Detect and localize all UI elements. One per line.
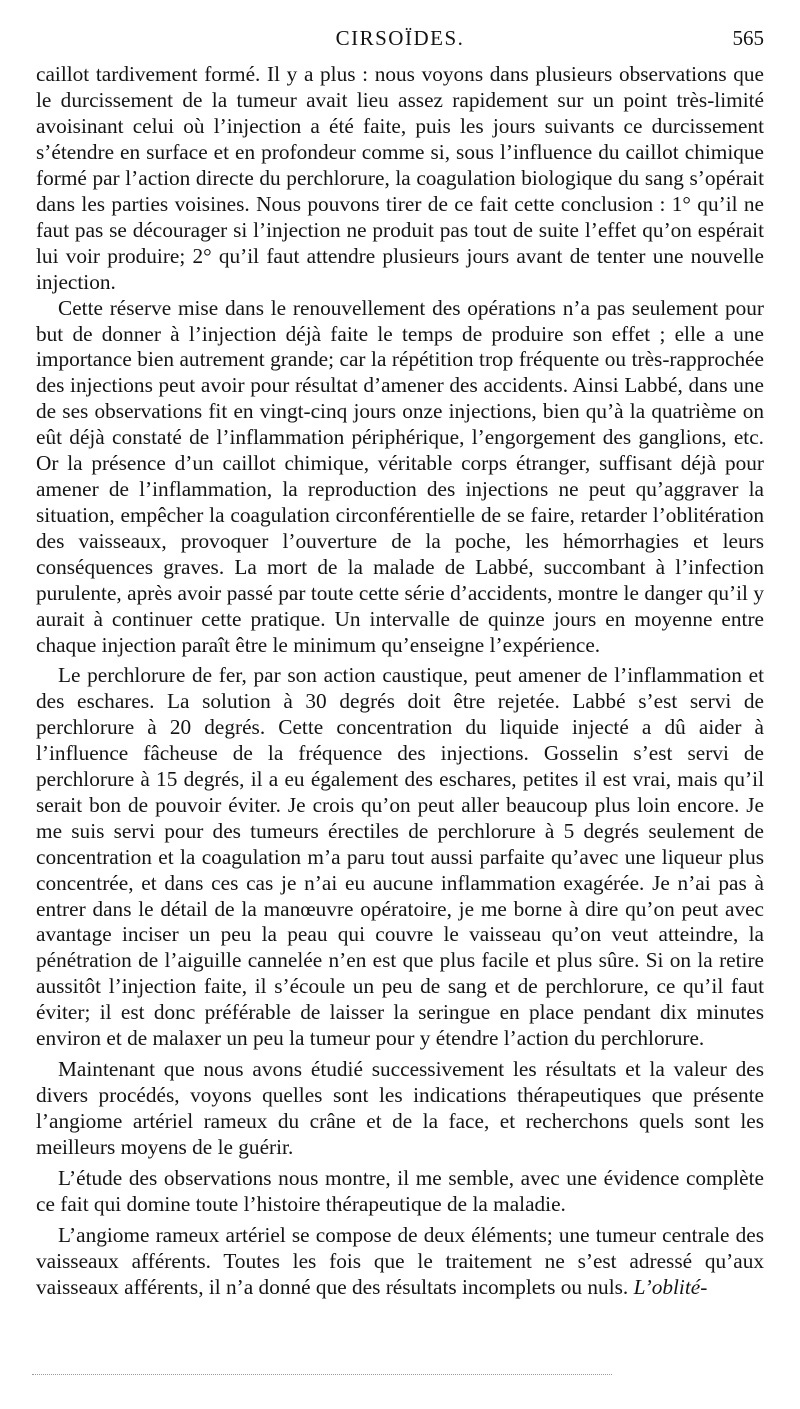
page-header [36, 26, 764, 58]
running-title: CIRSOÏDES. [335, 26, 465, 50]
paragraph: caillot tardivement formé. Il y a plus : nous voyons dans plusieurs observations que le durcissement de la tumeur avait lieu assez rapidement sur un point très-limité avoisinant celui où l’injection a été faite, puis les jours suivants ce durcissement s’étendre en surface et en profondeur comme si, sous l’influence du caillot chimique formé par l’action directe du perchlorure, la coagulation biologique du sang s’opérait dans les parties voisines. Nous pouvons tirer de ce fait cette conclusion : 1° qu’il ne faut pas se décourager si l’injection ne produit pas tout de suite l’effet qu’on espérait lui voir produire; 2° qu’il faut attendre plusieurs jours avant de tenter une nouvelle injection. [36, 62, 764, 294]
body-text [36, 62, 764, 1301]
page-number: 565 [732, 26, 764, 50]
paragraph-text: L’angiome rameux artériel se compose de deux éléments; une tumeur centrale des vaisseaux afférents. Toutes les fois que le traitement ne s’est adressé qu’aux vaisseaux afférents, il n’a donné que des résultats incomplets ou nuls. [36, 1222, 764, 1299]
paragraph: Le perchlorure de fer, par son action caustique, peut amener de l’inflammation et des eschares. La solution à 30 degrés doit être rejetée. Labbé s’est servi de perchlorure à 20 degrés. Cette concentration du liquide injecté a dû aider à l’influence fâcheuse de la fréquence des injections. Gosselin s’est servi de perchlorure à 15 degrés, il a eu également des eschares, petites il est vrai, mais qu’il serait bon de pouvoir éviter. Je crois qu’on peut aller beaucoup plus loin encore. Je me suis servi pour des tumeurs érectiles de perchlorure à 5 degrés seulement de concentration et la coagulation m’a paru tout aussi parfaite qu’avec une liqueur plus concentrée, et dans ces cas je n’ai eu aucune inflammation exagérée. Je n’ai pas à entrer dans le détail de la manœuvre opératoire, je me borne à dire qu’on peut avec avantage inciser un peu la peau qui couvre le vaisseau qu’on veut atteindre, la pénétration de l’aiguille cannelée n’en est que plus facile et plus sûre. Si on la retire aussitôt l’injection faite, il s’écoule un peu de sang et de perchlorure, ce qu’il faut éviter; il est donc préférable de laisser la seringue en place pendant dix minutes environ et de malaxer un peu la tumeur pour y étendre l’action du perchlorure. [36, 662, 764, 1051]
paragraph: L’étude des observations nous montre, il me semble, avec une évidence complète ce fait qui domine toute l’histoire thérapeutique de la maladie. [36, 1166, 764, 1216]
italic-word: L’oblité- [633, 1274, 708, 1299]
paragraph [36, 1223, 764, 1301]
footer-rule [32, 1374, 612, 1375]
paragraph: Maintenant que nous avons étudié successivement les résultats et la valeur des divers procédés, voyons quelles sont les indications thérapeutiques que présente l’angiome artériel rameux du crâne et de la face, et recherchons quels sont les meilleurs moyens de le guérir. [36, 1057, 764, 1160]
paragraph: Cette réserve mise dans le renouvellement des opérations n’a pas seulement pour but de donner à l’injection déjà faite le temps de produire son effet ; elle a une importance bien autrement grande; car la répétition trop fréquente ou très-rapprochée des injections peut avoir pour résultat d’amener des accidents. Ainsi Labbé, dans une de ses observations fit en vingt-cinq jours onze injections, bien qu’à la quatrième on eût déjà constaté de l’inflammation périphérique, l’engorgement des ganglions, etc. Or la présence d’un caillot chimique, véritable corps étranger, suffisant déjà pour amener de l’inflammation, la reproduction des injections ne peut qu’aggraver la situation, empêcher la coagulation circonférentielle de se faire, retarder l’oblitération des vaisseaux, provoquer l’ouverture de la poche, les hémorrhagies et leurs conséquences graves. La mort de la malade de Labbé, succombant à l’infection purulente, après avoir passé par toute cette série d’accidents, montre le danger qu’il y aurait à continuer cette pratique. Un intervalle de quinze jours en moyenne entre chaque injection paraît être le minimum qu’enseigne l’expérience. [36, 295, 764, 657]
